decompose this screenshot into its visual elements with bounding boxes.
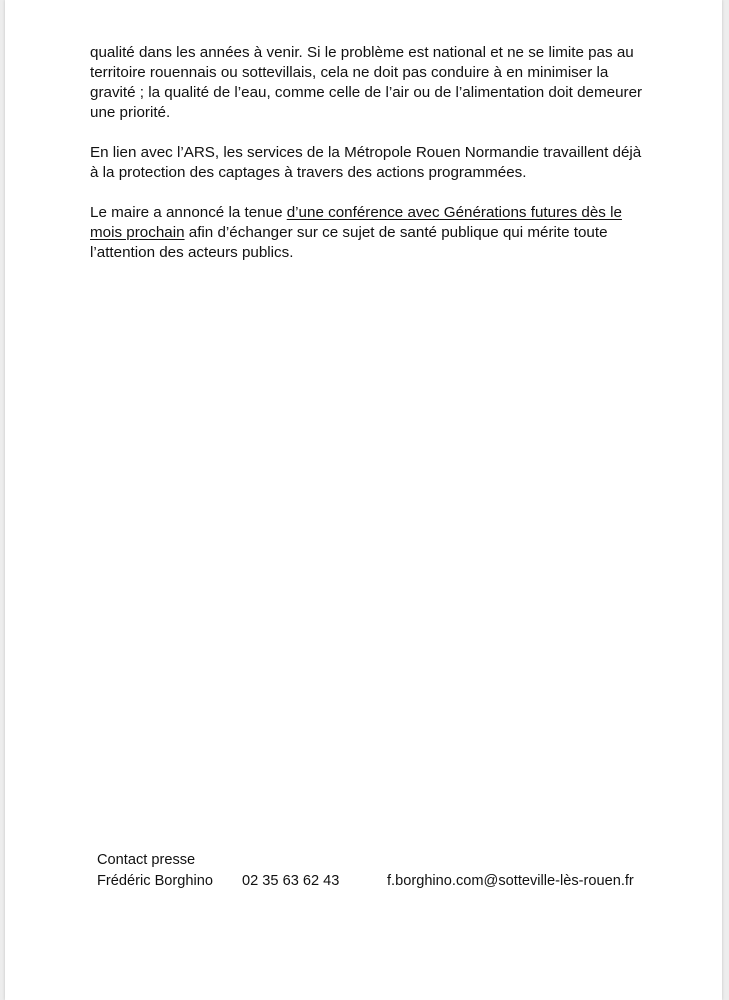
conference-link[interactable]: d’une conférence avec Générations futures dès le mois prochain [90,204,622,241]
press-contact-block [97,850,657,892]
contact-phone: 02 35 63 62 43 [242,873,340,889]
paragraph-water-quality: qualité dans les années à venir. Si le problème est national et ne se limite pas au territoire rouennais ou sottevillais, cela ne doit pas conduire à en minimiser la gravité ; la qualité de l’eau, comme celle de l’air ou de l’alimentation doit demeurer une priorité. [90,44,643,121]
paragraph-ars-metropole: En lien avec l’ARS, les services de la Métropole Rouen Normandie travaillent déjà à la protection des captages à travers des actions programmées. [90,144,642,181]
paragraph-conference [90,203,650,263]
contact-email: f.borghino.com@sotteville-lès-rouen.fr [387,873,634,889]
contact-name: Frédéric Borghino [97,873,213,889]
contact-heading: Contact presse [97,852,196,868]
body-text [90,43,650,283]
contact-details-row [97,871,657,892]
document-page [5,0,722,1000]
conference-text-before: Le maire a annoncé la tenue [90,204,287,221]
contact-heading-row [97,850,657,871]
conference-text-after: afin d’échanger sur ce sujet de santé publique qui mérite toute l’attention des acteurs publics. [90,224,608,261]
